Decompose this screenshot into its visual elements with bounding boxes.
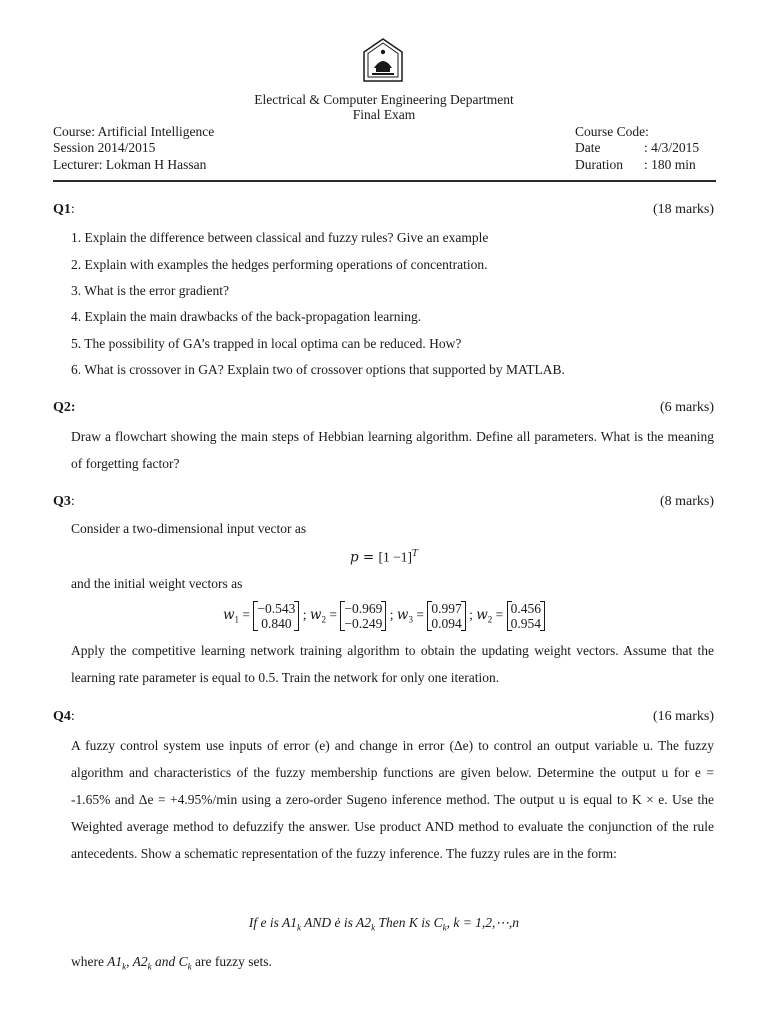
q2-label: Q2: [53,400,76,415]
session: Session 2014/2015 [53,140,156,155]
q3-label: Q3: [53,494,75,509]
weights-intro: and the initial weight vectors as [71,576,243,591]
lecturer: Lecturer: Lokman H Hassan [53,157,207,172]
course-code: Course Code: [575,124,649,139]
q4-label: Q4: [53,709,75,724]
q1-item: 2. Explain with examples the hedges performing operations of concentration. [71,257,488,272]
weight-vectors-equation: $w_1$ = −0.543 0.840 ; $w_2$ = −0.969 −0.249 ; $w_3$ = 0.997 0.094 ; $w_2$ = 0.456 0.954 [0,601,768,631]
q1-item: 1. Explain the difference between classical and fuzzy rules? Give an example [71,230,489,245]
fuzzy-sets-note: where $A1_k$, $A2_k$ and $C_k$ are fuzzy sets. [71,954,272,972]
header-divider [53,180,716,182]
fuzzy-rule-form: If e is $A1_k$ AND ė is $A2_k$ Then K is $C_k$, k = 1,2,⋯,n [248,915,520,933]
date-label: Date [575,140,601,155]
q3-intro: Consider a two-dimensional input vector as [71,521,307,536]
q3-text: Apply the competitive learning network training algorithm to obtain the updating weight vectors. Assume that the learning rate parameter is equal to 0.5. Train the network for only one iteration. [71,643,714,685]
weight-vector: $w_2$ = −0.969 −0.249 [310,607,386,622]
duration-label: Duration [575,157,623,172]
department-title: Electrical & Computer Engineering Department [254,92,514,107]
q1-marks: (18 marks) [652,202,714,217]
duration-value: : 180 min [644,157,696,172]
exam-title: Final Exam [352,107,416,122]
q1-item: 3. What is the error gradient? [71,283,229,298]
q3-marks: (8 marks) [659,494,714,509]
q1-item: 6. What is crossover in GA? Explain two of crossover options that supported by MATLAB. [71,362,565,377]
course-name: Course: Artificial Intelligence [53,124,215,139]
q1-item: 5. The possibility of GA’s trapped in local optima can be reduced. How? [71,336,462,351]
input-vector-equation: $p = [1 -1]^T$ [349,549,419,566]
weight-vector: $w_2$ = 0.456 0.954 [476,607,545,622]
date-value: : 4/3/2015 [644,140,700,155]
q1-item: 4. Explain the main drawbacks of the back-propagation learning. [71,309,422,324]
q1-label: Q1: [53,202,75,217]
weight-vector: $w_3$ = 0.997 0.094 [397,607,466,622]
q2-text: Draw a flowchart showing the main steps of Hebbian learning algorithm. Define all parameters. What is the meaning of forgetting factor? [71,429,714,471]
q2-marks: (6 marks) [659,400,714,415]
weight-vector: $w_1$ = −0.543 0.840 [223,607,299,622]
q4-marks: (16 marks) [652,709,714,724]
university-logo [362,38,404,82]
q4-text: A fuzzy control system use inputs of error (e) and change in error (Δe) to control an output variable u. The fuzzy algorithm and characteristics of the fuzzy membership functions are given below. Determine the output u for e = -1.65% and Δe = +4.95%/min using a zero-order Sugeno inference method. The output u is equal to K × e. Use the Weighted average method to defuzzify the answer. Use product AND method to evaluate the conjunction of the rule antecedents. Show a schematic representation of the fuzzy inference. The fuzzy rules are in the form: [71,738,714,861]
